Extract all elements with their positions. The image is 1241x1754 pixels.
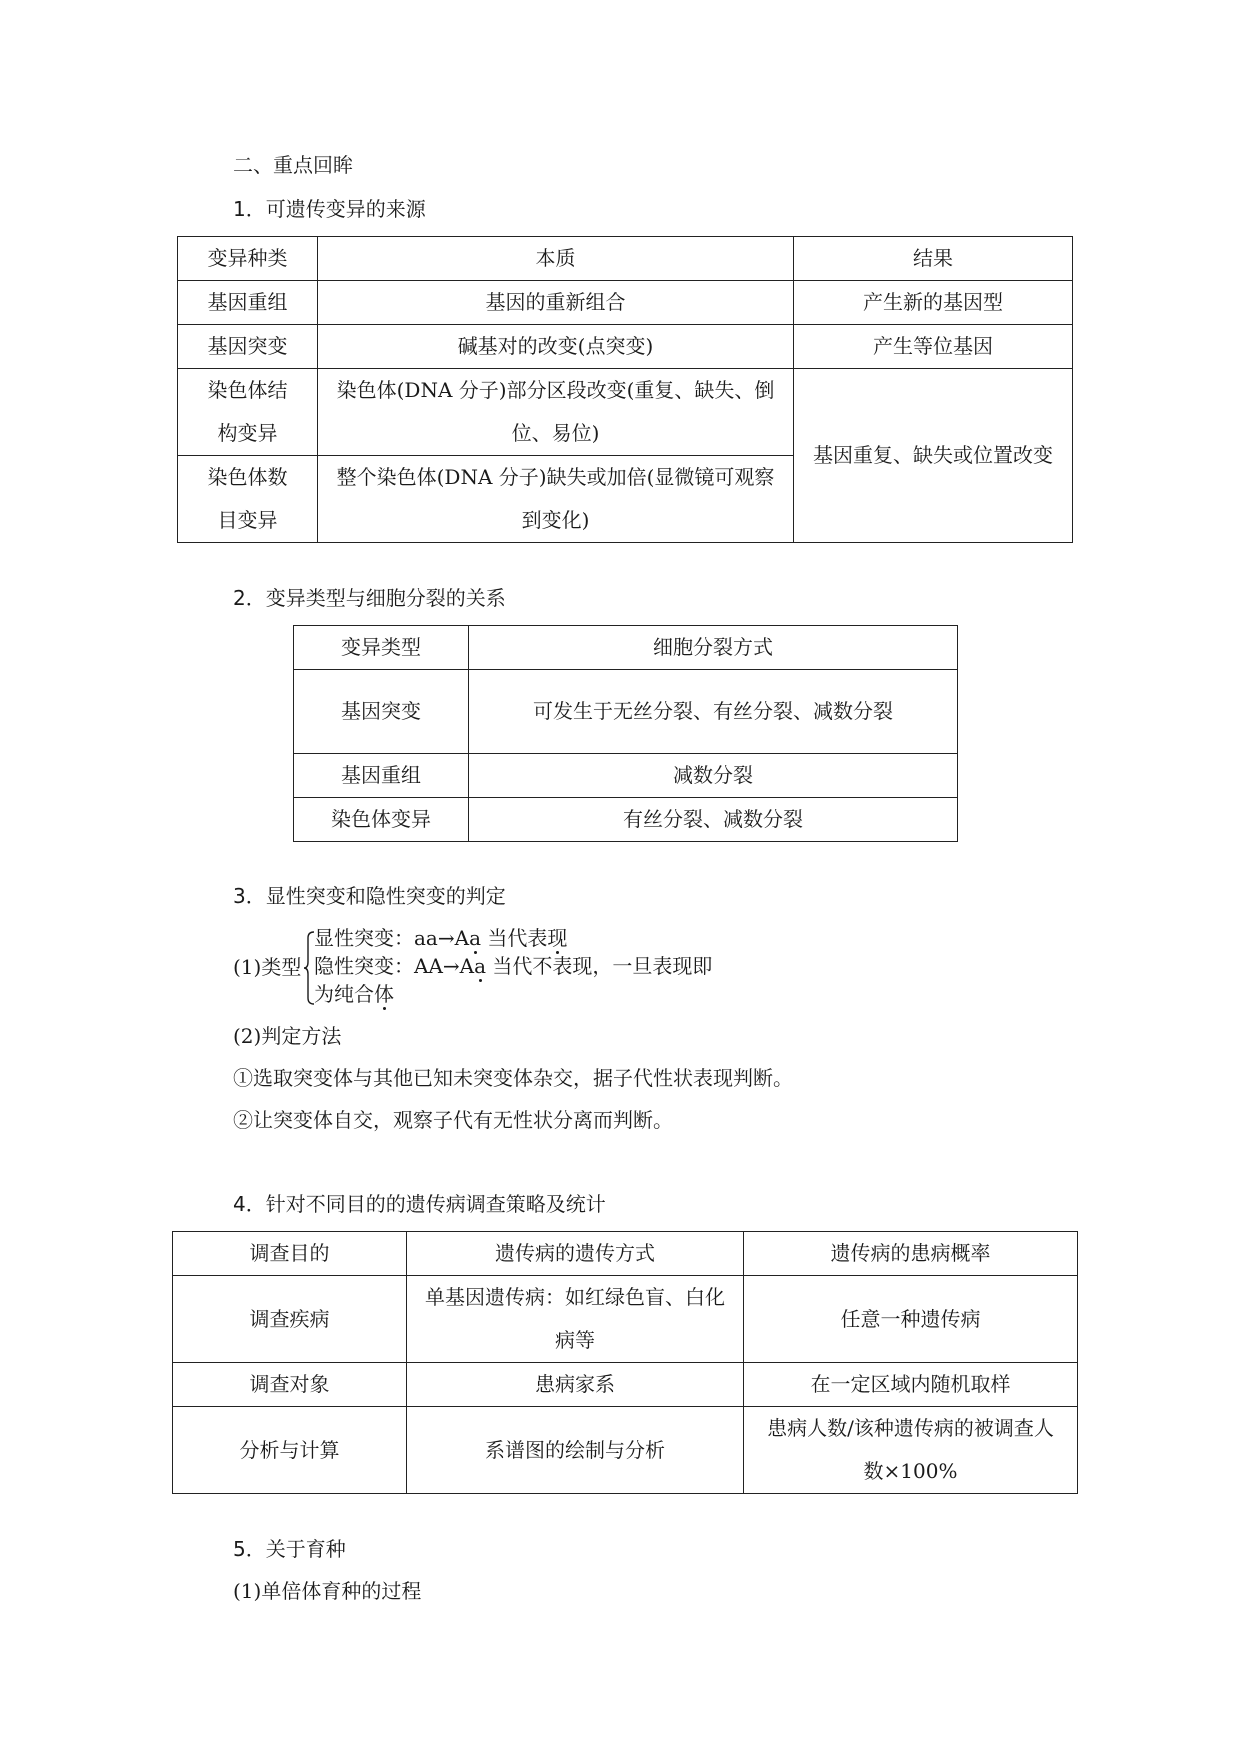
section-2-title: 2．变异类型与细胞分裂的关系 — [233, 586, 506, 610]
table-row — [294, 754, 958, 798]
table-cell: 基因重组 — [294, 754, 469, 798]
header-cell: 变异种类 — [178, 237, 318, 281]
variation-division-table — [293, 625, 958, 842]
table-cell: 碱基对的改变(点突变) — [318, 325, 794, 369]
method-1: ①选取突变体与其他已知未突变体杂交，据子代性状表现判断。 — [233, 1066, 793, 1090]
section-1-title: 1．可遗传变异的来源 — [233, 197, 426, 221]
table-cell: 系谱图的绘制与分析 — [407, 1407, 744, 1494]
header-cell: 遗传病的患病概率 — [744, 1232, 1078, 1276]
dominant-note-b: 现 — [547, 926, 568, 950]
table-row — [294, 798, 958, 842]
dominant-note-a: 当代表 — [481, 926, 548, 950]
table-row — [178, 281, 1073, 325]
dominant-mutation-line — [314, 926, 567, 950]
header-cell: 调查目的 — [173, 1232, 407, 1276]
dominant-label: 显性突变：aa — [314, 926, 438, 950]
table-cell: 基因的重新组合 — [318, 281, 794, 325]
arrow-icon: → — [437, 926, 455, 950]
table-cell: 基因重组 — [178, 281, 318, 325]
recessive-mutation-line — [314, 954, 712, 978]
table-cell: 染色体(DNA 分子)部分区段改变(重复、缺失、倒位、易位) — [318, 369, 794, 456]
header-cell: 结果 — [794, 237, 1073, 281]
section-4-title: 4．针对不同目的的遗传病调查策略及统计 — [233, 1192, 606, 1216]
table-cell: 可发生于无丝分裂、有丝分裂、减数分裂 — [469, 670, 958, 754]
variation-source-table — [177, 236, 1073, 543]
recessive-note2-a: 为纯合 — [314, 982, 374, 1006]
header-cell: 变异类型 — [294, 626, 469, 670]
survey-strategy-table — [172, 1231, 1078, 1494]
table-row — [178, 369, 1073, 456]
table-row — [173, 1363, 1078, 1407]
header-cell: 细胞分裂方式 — [469, 626, 958, 670]
table-cell: 调查疾病 — [173, 1276, 407, 1363]
types-label: (1)类型 — [233, 955, 302, 979]
method-2: ②让突变体自交，观察子代有无性状分离而判断。 — [233, 1108, 673, 1132]
table-cell: 染色体结构变异 — [178, 369, 318, 456]
section-3-title: 3．显性突变和隐性突变的判定 — [233, 884, 506, 908]
recessive-result-A: A — [459, 954, 475, 978]
haploid-breeding-heading: (1)单倍体育种的过程 — [233, 1579, 422, 1603]
table-cell: 在一定区域内随机取样 — [744, 1363, 1078, 1407]
table-cell: 减数分裂 — [469, 754, 958, 798]
table-cell: 产生等位基因 — [794, 325, 1073, 369]
table-header-row — [294, 626, 958, 670]
table-cell: 染色体变异 — [294, 798, 469, 842]
table-header-row — [178, 237, 1073, 281]
header-cell: 本质 — [318, 237, 794, 281]
recessive-result-a: a — [474, 954, 487, 978]
table-cell: 有丝分裂、减数分裂 — [469, 798, 958, 842]
table-cell: 基因突变 — [178, 325, 318, 369]
recessive-note: 当代不表现，一旦表现即 — [486, 954, 713, 978]
table-row — [173, 1276, 1078, 1363]
table-cell: 基因重复、缺失或位置改变 — [794, 369, 1073, 543]
table-row — [173, 1407, 1078, 1494]
table-cell: 分析与计算 — [173, 1407, 407, 1494]
arrow-icon: → — [442, 954, 460, 978]
header-cell: 遗传病的遗传方式 — [407, 1232, 744, 1276]
table-cell: 产生新的基因型 — [794, 281, 1073, 325]
section-title: 二、重点回眸 — [233, 153, 353, 177]
method-label: (2)判定方法 — [233, 1024, 342, 1048]
section-5-title: 5．关于育种 — [233, 1537, 346, 1561]
dominant-result-a: a — [469, 926, 482, 950]
table-cell: 调查对象 — [173, 1363, 407, 1407]
table-cell: 患病家系 — [407, 1363, 744, 1407]
dominant-result-A: A — [454, 926, 470, 950]
recessive-mutation-line-2 — [314, 982, 394, 1006]
table-header-row — [173, 1232, 1078, 1276]
table-cell: 基因突变 — [294, 670, 469, 754]
table-row — [178, 325, 1073, 369]
recessive-note2-b: 体 — [374, 982, 394, 1006]
table-row — [294, 670, 958, 754]
recessive-label: 隐性突变：AA — [314, 954, 443, 978]
table-cell: 患病人数/该种遗传病的被调查人数×100% — [744, 1407, 1078, 1494]
table-cell: 任意一种遗传病 — [744, 1276, 1078, 1363]
table-cell: 整个染色体(DNA 分子)缺失或加倍(显微镜可观察到变化) — [318, 456, 794, 543]
table-cell: 单基因遗传病：如红绿色盲、白化病等 — [407, 1276, 744, 1363]
table-cell: 染色体数目变异 — [178, 456, 318, 543]
